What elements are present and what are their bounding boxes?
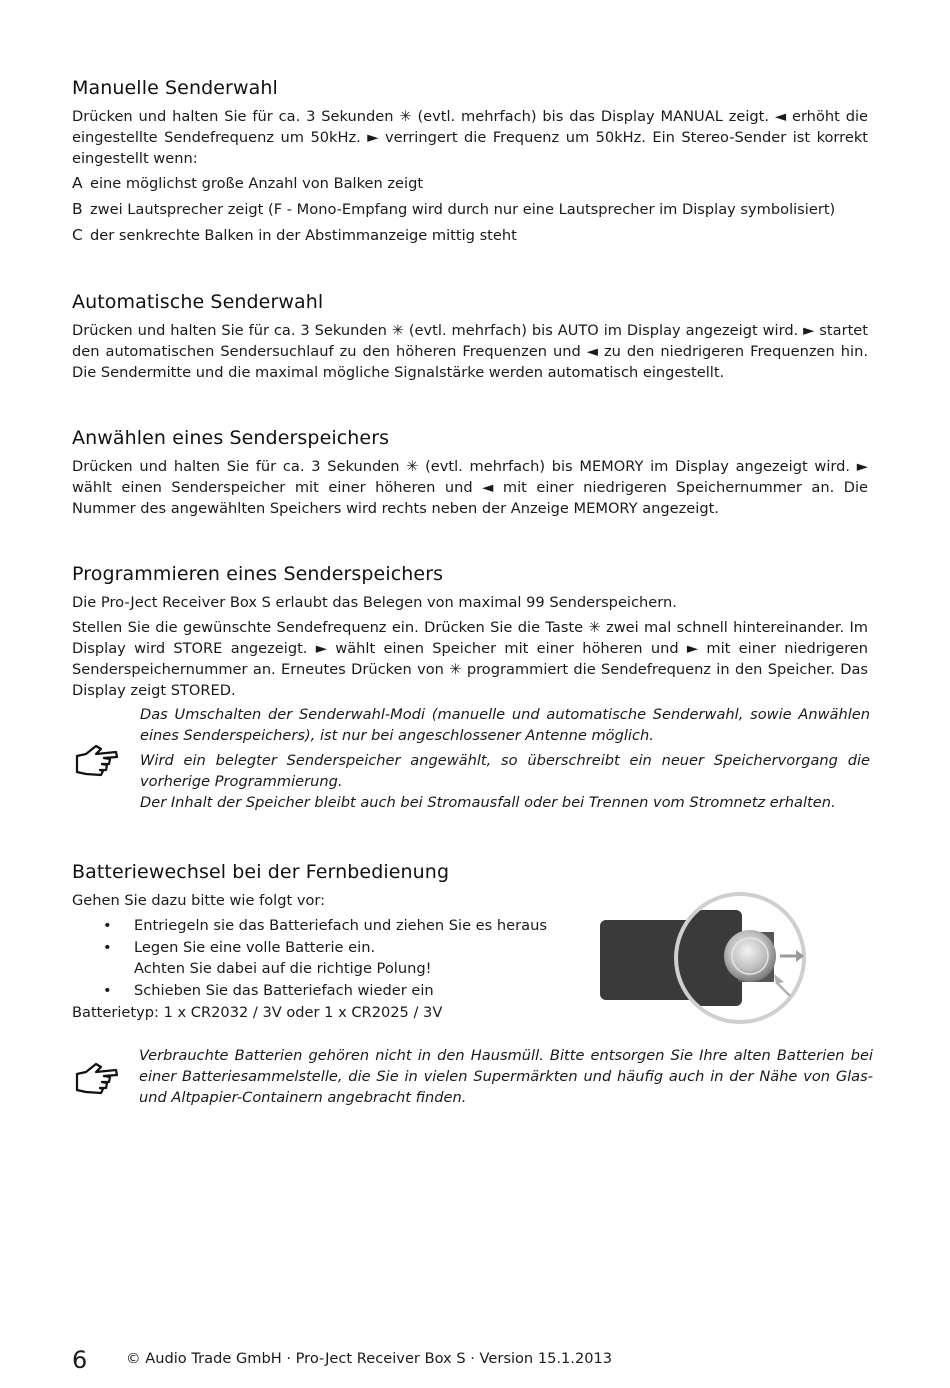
pointing-hand-icon <box>74 742 120 778</box>
auto-paragraph: Drücken und halten Sie für ca. 3 Sekunden ✳ (evtl. mehrfach) bis AUTO im Display angezeigt wird. ► startet den automatischen Sendersuchlauf zu den höheren Frequenzen und ◄ zu den niedrigeren Frequenzen hin. Die Sendermitte und die maximal mögliche Signalstärke werden automatisch eingestellt. <box>72 322 868 381</box>
section-program <box>72 562 868 701</box>
heading-battery: Batteriewechsel bei der Fernbedienung <box>72 861 450 883</box>
program-paragraph-1: Die Pro-Ject Receiver Box S erlaubt das Belegen von maximal 99 Senderspeichern. <box>72 594 677 611</box>
list-item <box>72 173 868 194</box>
copyright: © Audio Trade GmbH · Pro-Ject Receiver Box S · Version 15.1.2013 <box>126 1350 613 1367</box>
remote-battery-illustration <box>598 890 818 1030</box>
bullet-continuation: Achten Sie dabei auf die richtige Polung! <box>134 960 432 977</box>
heading-memory: Anwählen eines Senderspeichers <box>72 427 390 449</box>
bullet-text: Schieben Sie das Batteriefach wieder ein <box>134 981 434 999</box>
manual-paragraph: Drücken und halten Sie für ca. 3 Sekunden ✳ (evtl. mehrfach) bis das Display MANUAL zeigt. ◄ erhöht die eingestellte Sendefrequenz um 50kHz. ► verringert die Frequenz um 50kHz. Ein Stereo-Sender ist korrekt eingestellt wenn: <box>72 108 868 167</box>
item-text: zwei Lautsprecher zeigt (F - Mono-Empfang wird durch nur eine Lautsprecher im Display symbolisiert) <box>90 201 836 218</box>
item-text: eine möglichst große Anzahl von Balken zeigt <box>90 175 424 192</box>
item-letter: C <box>72 226 83 244</box>
note-text-2: Wird ein belegter Senderspeicher angewählt, so überschreibt ein neuer Speichervorgang die vorherige Programmierung. <box>140 752 870 790</box>
list-item <box>72 199 868 220</box>
item-text: der senkrechte Balken in der Abstimmanzeige mittig steht <box>90 227 517 244</box>
bullet-text: Legen Sie eine volle Batterie ein. <box>134 938 376 956</box>
page-number: 6 <box>72 1346 88 1374</box>
bullet-icon: • <box>103 981 112 999</box>
bullet-icon: • <box>103 917 112 934</box>
heading-manual: Manuelle Senderwahl <box>72 77 278 99</box>
pointing-hand-icon <box>74 1060 120 1096</box>
battery-note <box>139 1045 873 1108</box>
section-auto <box>72 290 868 383</box>
battery-intro: Gehen Sie dazu bitte wie folgt vor: <box>72 892 326 909</box>
item-letter: B <box>72 200 83 218</box>
note-text-3: Der Inhalt der Speicher bleibt auch bei Stromausfall oder bei Trennen vom Stromnetz erhalten. <box>140 794 836 811</box>
item-letter: A <box>72 174 83 192</box>
bullet-icon: • <box>103 938 112 956</box>
section-memory <box>72 426 868 519</box>
list-item <box>72 225 868 246</box>
section-manual <box>72 76 868 246</box>
memory-paragraph: Drücken und halten Sie für ca. 3 Sekunden ✳ (evtl. mehrfach) bis MEMORY im Display angezeigt wird. ► wählt einen Senderspeicher mit einer höheren und ◄ mit einer niedrigeren Speichernummer an. Die Nummer des angewählten Speichers wird rechts neben der Anzeige MEMORY angezeigt. <box>72 458 868 517</box>
bullet-text: Entriegeln sie das Batteriefach und ziehen Sie es heraus <box>134 917 547 934</box>
program-note <box>140 704 870 813</box>
battery-type: Batterietyp: 1 x CR2032 / 3V oder 1 x CR2025 / 3V <box>72 1004 443 1021</box>
note-text-1: Das Umschalten der Senderwahl-Modi (manuelle und automatische Senderwahl, sowie Anwählen eines Senderspeichers), ist nur bei angeschlossener Antenne möglich. <box>140 706 870 744</box>
heading-program: Programmieren eines Senderspeichers <box>72 563 444 585</box>
heading-auto: Automatische Senderwahl <box>72 291 324 313</box>
program-paragraph-2: Stellen Sie die gewünschte Sendefrequenz ein. Drücken Sie die Taste ✳ zwei mal schnell hintereinander. Im Display wird STORE angezeigt. ► wählt einen Speicher mit einer höheren und ► mit einer niedrigeren Senderspeichernummer an. Erneutes Drücken von ✳ programmiert die Sendefrequenz in den Speicher. Das Display zeigt STORED. <box>72 619 868 699</box>
footer <box>72 1346 872 1374</box>
battery-note-text: Verbrauchte Batterien gehören nicht in den Hausmüll. Bitte entsorgen Sie Ihre alten Batterien bei einer Batteriesammelstelle, die Sie in vielen Supermärkten und häufig auch in der Nähe von Glas- und Altpapier-Containern angebracht finden. <box>139 1047 873 1106</box>
